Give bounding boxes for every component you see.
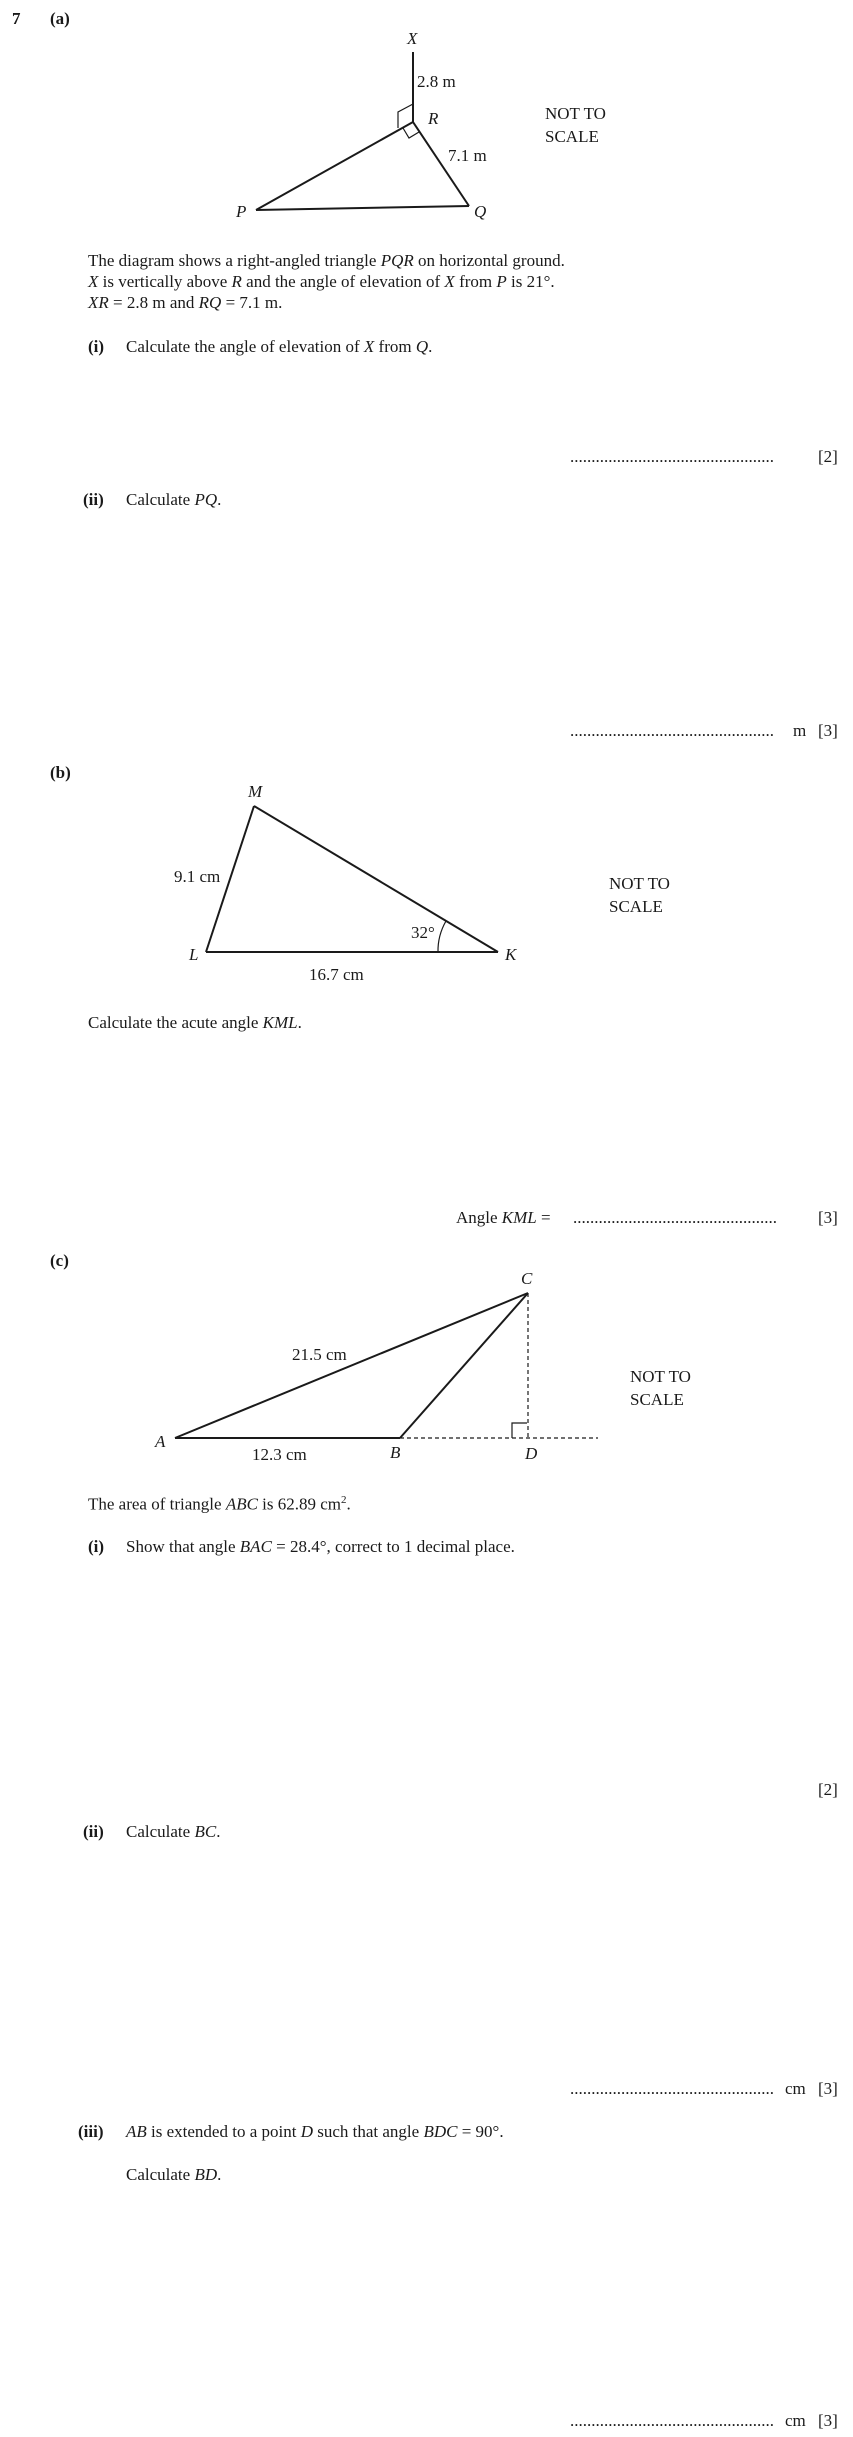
part-a-i-question: Calculate the angle of elevation of X from Q. (126, 337, 433, 356)
part-c-i-label: (i) (88, 1537, 105, 1556)
part-c-iii-label: (iii) (78, 2122, 104, 2141)
answer-prefix-b: Angle KML = (456, 1208, 551, 1227)
part-c-ii-question: Calculate BC. (126, 1822, 221, 1841)
marks-c-i: [2] (818, 1780, 838, 1799)
part-b-question: Calculate the acute angle KML. (88, 1013, 302, 1032)
length-LK: 16.7 cm (309, 965, 364, 984)
edge-BC (400, 1293, 528, 1438)
unit-c-iii: cm (785, 2411, 806, 2430)
right-angle-marker-R-ground (403, 128, 419, 138)
label-Q: Q (474, 202, 487, 221)
label-C: C (521, 1269, 533, 1288)
not-to-scale-note-c: NOT TO SCALE (630, 1367, 691, 1409)
edge-PR (256, 122, 413, 210)
label-R: R (428, 109, 439, 128)
answer-line-b[interactable]: ................................................ (573, 1208, 777, 1227)
label-A: A (155, 1432, 166, 1451)
part-c-ii-label: (ii) (83, 1822, 104, 1841)
answer-line-c-ii[interactable]: ................................................ (570, 2079, 774, 2098)
part-a-intro: The diagram shows a right-angled triangle PQR on horizontal ground. X is vertically above R and the angle of elevation of X from P is 21°. XR = 2.8 m and RQ = 7.1 m. (88, 251, 565, 312)
part-c-area-statement: The area of triangle ABC is 62.89 $cm^2$. (88, 1494, 351, 1514)
unit-a-ii: m (793, 721, 807, 740)
part-b-label: (b) (50, 763, 71, 782)
label-D: D (525, 1444, 538, 1463)
marks-a-i: [2] (818, 447, 838, 466)
label-M: M (248, 782, 263, 801)
length-LM: 9.1 cm (174, 867, 221, 886)
length-AB: 12.3 cm (252, 1445, 307, 1464)
answer-line-c-iii[interactable]: ................................................ (570, 2411, 774, 2430)
part-c-i-question: Show that angle BAC = 28.4°, correct to 1 decimal place. (126, 1537, 515, 1556)
marks-a-ii: [3] (818, 721, 838, 740)
angle-arc-K (438, 921, 446, 952)
diagram-a (0, 0, 853, 230)
right-angle-marker-D (512, 1423, 527, 1438)
edge-MK (254, 806, 498, 952)
answer-line-a-ii[interactable]: ................................................ (570, 721, 774, 740)
edge-AC (175, 1293, 528, 1438)
part-c-label: (c) (50, 1251, 69, 1270)
part-c-iii-statement: AB is extended to a point D such that angle BDC = 90°. (126, 2122, 504, 2141)
not-to-scale-note-a: NOT TO SCALE (545, 104, 606, 146)
not-to-scale-note-b: NOT TO SCALE (609, 874, 670, 916)
marks-c-iii: [3] (818, 2411, 838, 2430)
unit-c-ii: cm (785, 2079, 806, 2098)
part-c-iii-question: Calculate BD. (126, 2165, 222, 2184)
length-RQ: 7.1 m (448, 146, 487, 165)
answer-line-a-i[interactable]: ................................................ (570, 447, 774, 466)
angle-K-value: 32° (411, 923, 435, 942)
label-B: B (390, 1443, 401, 1462)
part-a-i-label: (i) (88, 337, 105, 356)
question-number: 7 (12, 9, 21, 28)
marks-c-ii: [3] (818, 2079, 838, 2098)
part-a-ii-question: Calculate PQ. (126, 490, 222, 509)
length-XR: 2.8 m (417, 72, 456, 91)
part-a-label: (a) (50, 9, 70, 28)
length-AC: 21.5 cm (292, 1345, 347, 1364)
label-P: P (236, 202, 247, 221)
diagram-b (0, 770, 853, 990)
diagram-c (0, 1260, 853, 1470)
label-L: L (189, 945, 199, 964)
edge-PQ (256, 206, 469, 210)
label-X: X (407, 29, 418, 48)
marks-b: [3] (818, 1208, 838, 1227)
part-a-ii-label: (ii) (83, 490, 104, 509)
label-K: K (505, 945, 517, 964)
